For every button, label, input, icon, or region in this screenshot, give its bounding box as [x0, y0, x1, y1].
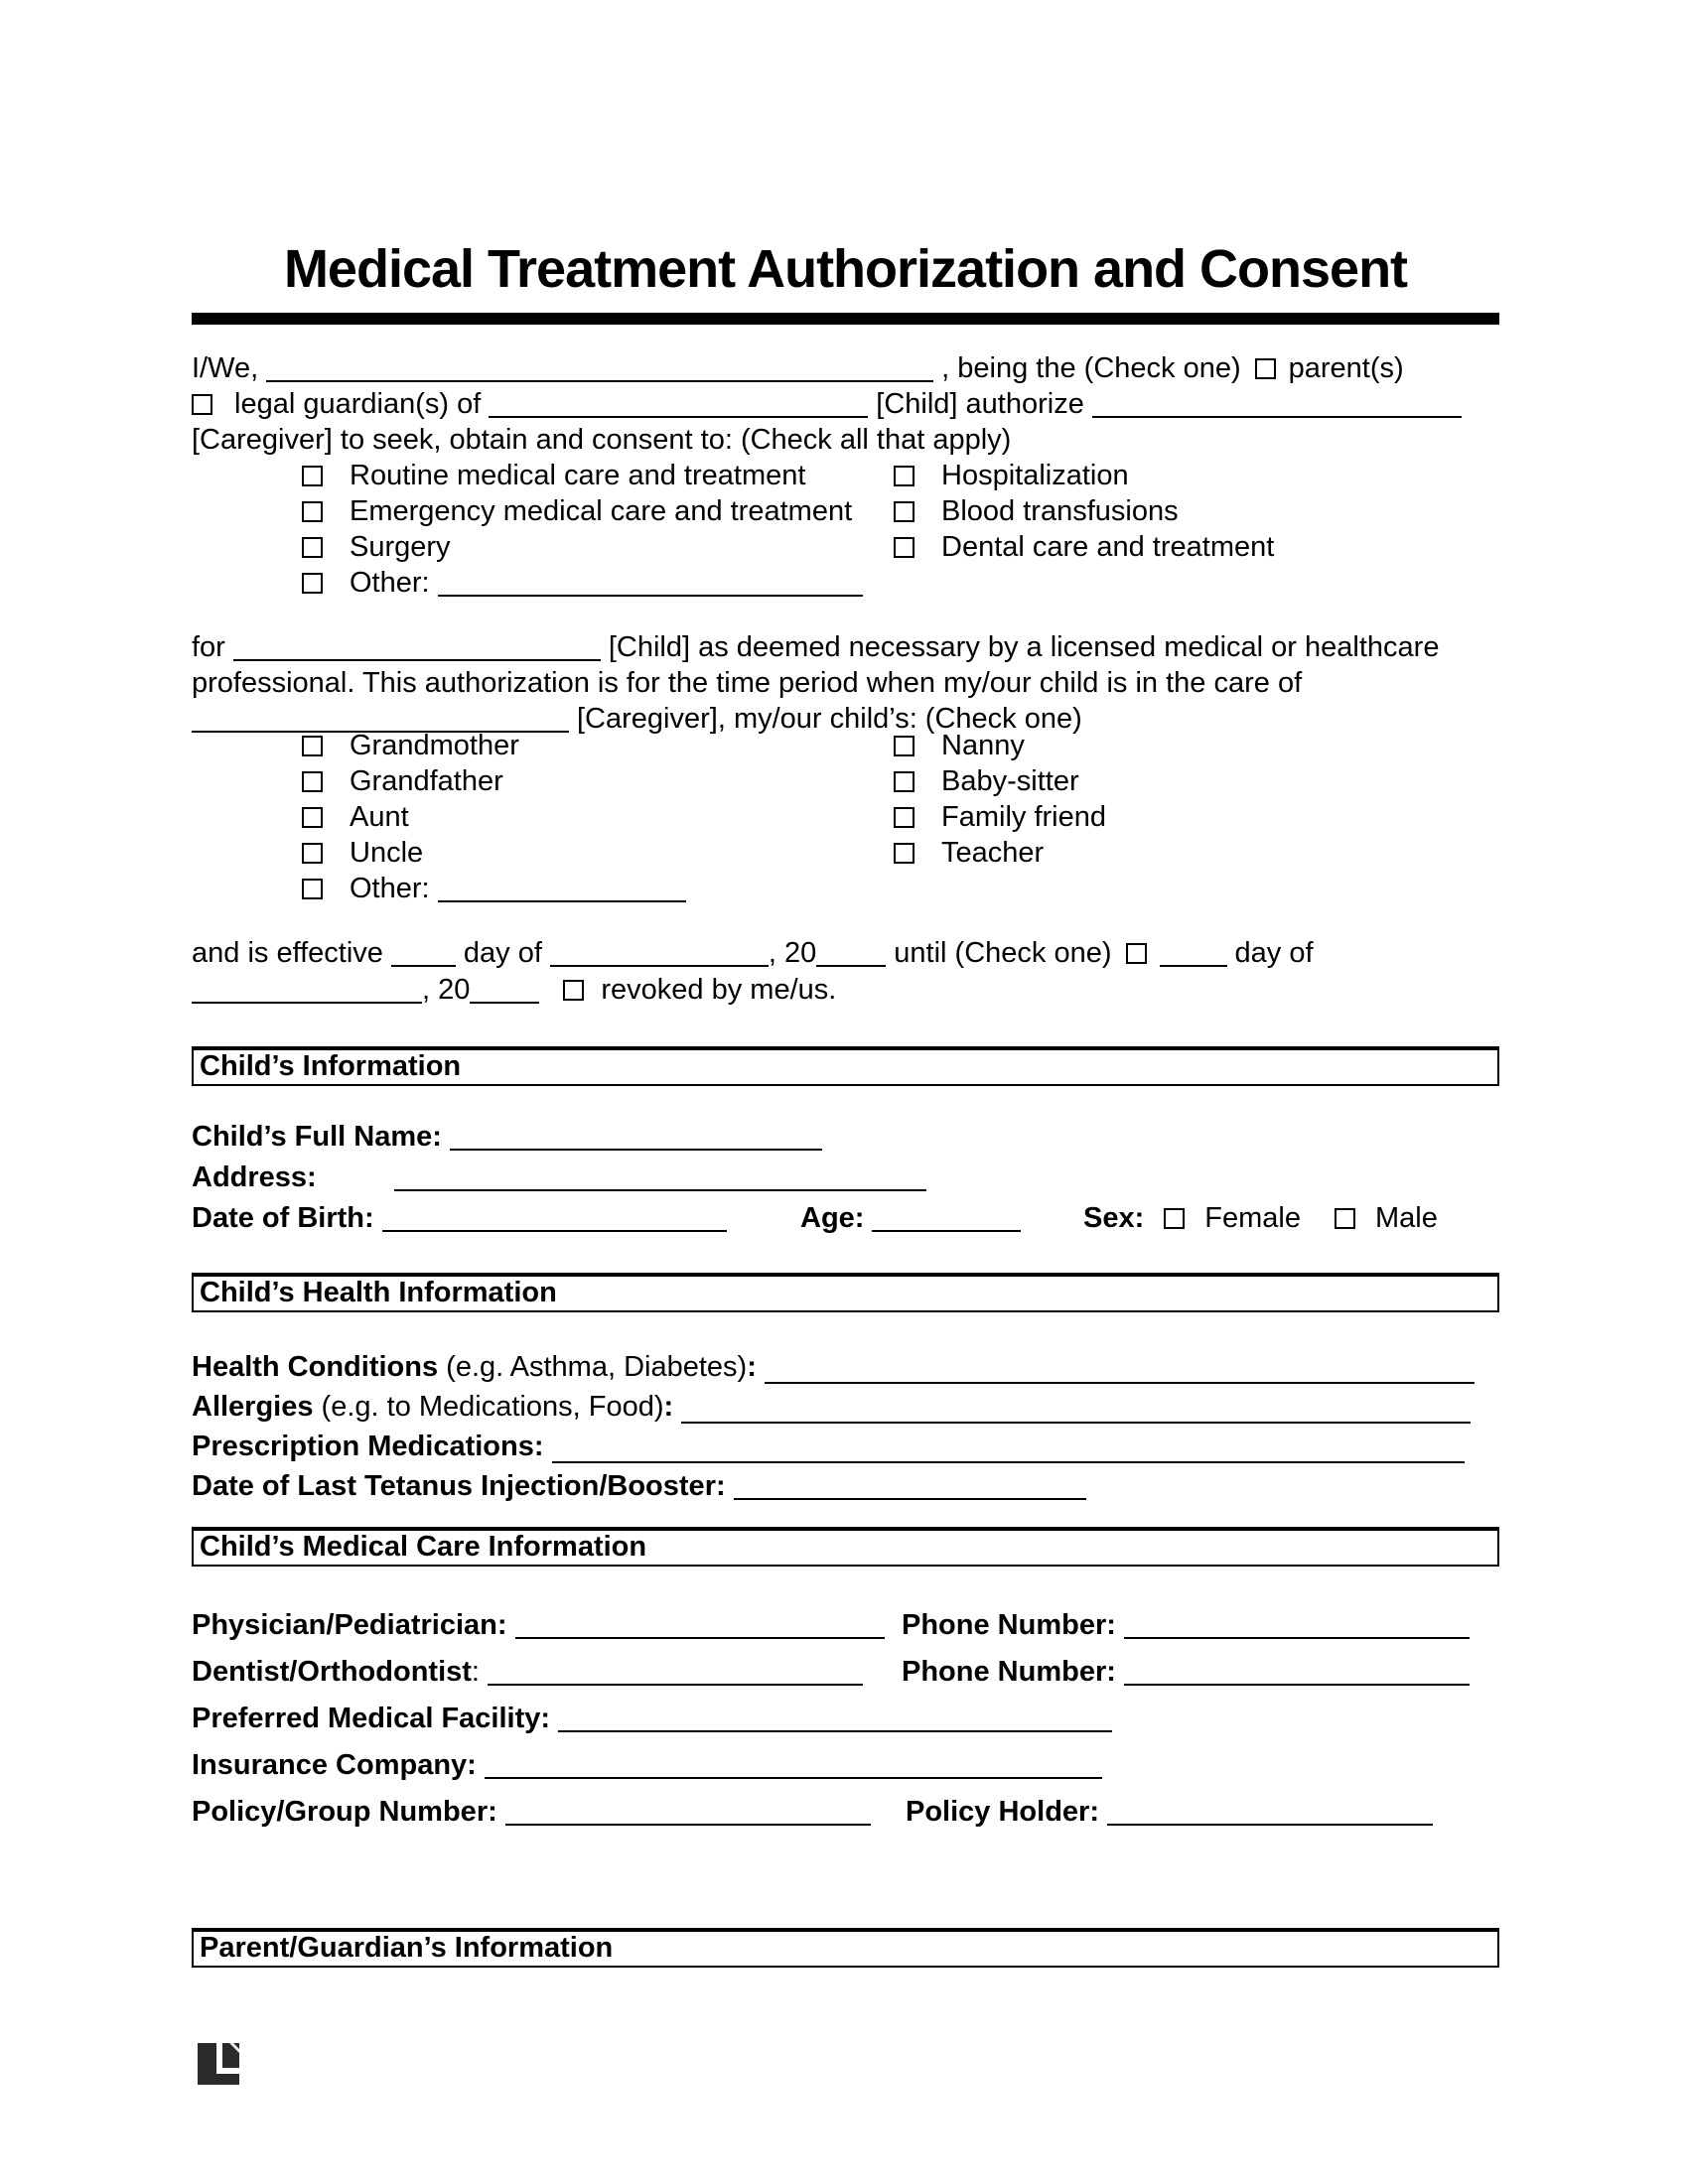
child-dob-label: Date of Birth:: [192, 1202, 374, 1234]
child-authorize-label: [Child] authorize: [876, 388, 1084, 420]
child-address-label: Address:: [192, 1161, 317, 1193]
section-title: Child’s Health Information: [200, 1277, 557, 1308]
grandfather-checkbox[interactable]: [302, 771, 323, 792]
phone-number-label: Phone Number:: [902, 1609, 1116, 1641]
policy-holder-blank[interactable]: [1107, 1795, 1433, 1826]
title-underline: [192, 313, 1499, 325]
policy-group-number-label: Policy/Group Number:: [192, 1796, 497, 1828]
sex-male-label: Male: [1374, 1202, 1438, 1234]
colon: :: [663, 1391, 674, 1423]
allergies-blank[interactable]: [681, 1422, 1471, 1424]
relation-option-label: Uncle: [350, 837, 424, 869]
relation-option-label: Aunt: [350, 801, 409, 833]
legal-guardian-checkbox[interactable]: [192, 394, 212, 415]
parent-names-blank[interactable]: [266, 351, 933, 382]
consent-option-label: Hospitalization: [941, 460, 1129, 491]
for-child-paragraph: [192, 629, 1499, 737]
allergies-label: Allergies: [192, 1391, 314, 1423]
dental-care-checkbox[interactable]: [894, 537, 914, 558]
list-item: [192, 458, 1499, 493]
child-info-section-header: [192, 1046, 1499, 1086]
revoked-label: revoked by me/us.: [601, 974, 837, 1006]
child-info-fields: [192, 1117, 1499, 1239]
care-info-section-header: [192, 1527, 1499, 1567]
list-item: [192, 529, 1499, 565]
health-conditions-blank[interactable]: [765, 1382, 1475, 1384]
babysitter-checkbox[interactable]: [894, 771, 914, 792]
relation-other-label: Other:: [350, 873, 430, 904]
consent-other-label: Other:: [350, 567, 430, 599]
care-info-fields: [192, 1602, 1499, 1836]
parents-checkbox[interactable]: [1255, 358, 1276, 379]
relation-option-label: Grandmother: [350, 730, 519, 761]
routine-care-checkbox[interactable]: [302, 466, 323, 486]
until-year-blank[interactable]: [470, 973, 539, 1004]
intro-iwe-label: I/We,: [192, 352, 259, 384]
colon: :: [747, 1351, 757, 1383]
intro-being-label: , being the (Check one): [941, 352, 1241, 384]
section-title: Parent/Guardian’s Information: [200, 1932, 614, 1964]
relationship-checklist: [192, 728, 1499, 906]
physician-blank[interactable]: [515, 1608, 885, 1639]
until-day-blank[interactable]: [1160, 936, 1227, 967]
consent-option-label: Blood transfusions: [941, 495, 1179, 527]
child-name-blank-2[interactable]: [233, 630, 601, 661]
prescription-medications-label: Prescription Medications:: [192, 1431, 544, 1462]
list-item: [192, 728, 1499, 763]
uncle-checkbox[interactable]: [302, 843, 323, 864]
dentist-label: Dentist/Orthodontist: [192, 1656, 472, 1688]
health-info-fields: [192, 1347, 1499, 1506]
physician-label: Physician/Pediatrician:: [192, 1609, 507, 1641]
legal-templates-logo-icon: [198, 2043, 239, 2085]
comma-20-label-1: , 20: [768, 937, 817, 969]
deemed-necessary-label: [Child] as deemed necessary by a licensed medical or healthcare: [608, 631, 1440, 663]
relation-other-blank[interactable]: [438, 872, 686, 902]
consent-option-label: Dental care and treatment: [941, 531, 1275, 563]
effective-label: and is effective: [192, 937, 383, 969]
family-friend-checkbox[interactable]: [894, 807, 914, 828]
relation-option-label: Baby-sitter: [941, 765, 1079, 797]
health-conditions-label: Health Conditions: [192, 1351, 439, 1383]
relation-option-label: Nanny: [941, 730, 1025, 761]
phone-number-label: Phone Number:: [902, 1656, 1116, 1688]
caregiver-seek-label: [Caregiver] to seek, obtain and consent to: (Check all that apply): [192, 424, 1012, 456]
dentist-phone-blank[interactable]: [1124, 1655, 1470, 1686]
child-age-blank[interactable]: [872, 1201, 1021, 1232]
authorization-period-label: professional. This authorization is for the time period when my/our child is in the care of: [192, 667, 1303, 699]
child-name-blank-1[interactable]: [489, 387, 868, 418]
intro-paragraph: [192, 350, 1499, 458]
child-age-label: Age:: [800, 1202, 865, 1234]
day-of-label-2: day of: [1234, 937, 1314, 969]
sex-male-checkbox[interactable]: [1335, 1208, 1355, 1229]
health-conditions-note: (e.g. Asthma, Diabetes): [438, 1351, 748, 1383]
effective-day-blank[interactable]: [391, 936, 456, 967]
policy-holder-label: Policy Holder:: [906, 1796, 1099, 1828]
physician-phone-blank[interactable]: [1124, 1608, 1470, 1639]
hospitalization-checkbox[interactable]: [894, 466, 914, 486]
dentist-colon: :: [471, 1656, 480, 1688]
insurance-company-blank[interactable]: [485, 1748, 1102, 1779]
consent-checklist: [192, 458, 1499, 601]
relation-option-label: Grandfather: [350, 765, 503, 797]
child-full-name-blank[interactable]: [450, 1120, 822, 1151]
section-title: Child’s Information: [200, 1050, 462, 1082]
list-item: [192, 871, 1499, 906]
list-item: [192, 763, 1499, 799]
parent-info-section-header: [192, 1928, 1499, 1968]
consent-option-label: Surgery: [350, 531, 451, 563]
parents-option-label: parent(s): [1288, 352, 1404, 384]
consent-other-checkbox[interactable]: [302, 573, 323, 594]
caregiver-name-blank-1[interactable]: [1092, 387, 1462, 418]
policy-group-number-blank[interactable]: [505, 1795, 871, 1826]
grandmother-checkbox[interactable]: [302, 736, 323, 756]
caregiver-check-one-label: [Caregiver], my/our child’s: (Check one): [577, 703, 1082, 735]
consent-option-label: Routine medical care and treatment: [350, 460, 806, 491]
teacher-checkbox[interactable]: [894, 843, 914, 864]
list-item: [192, 493, 1499, 529]
nanny-checkbox[interactable]: [894, 736, 914, 756]
sex-female-checkbox[interactable]: [1164, 1208, 1185, 1229]
comma-20-label-2: , 20: [422, 974, 471, 1006]
child-sex-label: Sex:: [1083, 1202, 1145, 1234]
page-title: Medical Treatment Authorization and Consent: [283, 239, 1408, 299]
for-label: for: [192, 631, 225, 663]
insurance-company-label: Insurance Company:: [192, 1749, 477, 1781]
relation-other-checkbox[interactable]: [302, 879, 323, 899]
consent-other-blank[interactable]: [438, 566, 863, 597]
list-item: [192, 565, 1499, 601]
until-date-checkbox[interactable]: [1126, 943, 1147, 964]
tetanus-date-blank[interactable]: [734, 1469, 1086, 1500]
list-item: [192, 835, 1499, 871]
relation-option-label: Teacher: [941, 837, 1045, 869]
dentist-blank[interactable]: [488, 1655, 863, 1686]
effective-year-blank[interactable]: [816, 936, 886, 967]
medical-facility-label: Preferred Medical Facility:: [192, 1703, 551, 1734]
prescription-medications-blank[interactable]: [552, 1461, 1465, 1463]
day-of-label-1: day of: [463, 937, 542, 969]
effective-paragraph: [192, 935, 1499, 1009]
medical-facility-blank[interactable]: [558, 1702, 1112, 1732]
tetanus-label: Date of Last Tetanus Injection/Booster:: [192, 1470, 726, 1502]
revoked-checkbox[interactable]: [563, 980, 584, 1001]
legal-guardian-option-label: legal guardian(s) of: [234, 388, 482, 420]
until-check-one-label: until (Check one): [894, 937, 1112, 969]
surgery-checkbox[interactable]: [302, 537, 323, 558]
effective-month-blank[interactable]: [550, 936, 769, 967]
child-dob-blank[interactable]: [382, 1201, 727, 1232]
sex-female-label: Female: [1204, 1202, 1301, 1234]
consent-option-label: Emergency medical care and treatment: [350, 495, 853, 527]
until-month-blank[interactable]: [192, 973, 422, 1004]
relation-option-label: Family friend: [941, 801, 1106, 833]
section-title: Child’s Medical Care Information: [200, 1531, 647, 1563]
list-item: [192, 799, 1499, 835]
emergency-care-checkbox[interactable]: [302, 501, 323, 522]
child-address-blank[interactable]: [394, 1160, 926, 1191]
blood-transfusions-checkbox[interactable]: [894, 501, 914, 522]
child-full-name-label: Child’s Full Name:: [192, 1121, 442, 1153]
aunt-checkbox[interactable]: [302, 807, 323, 828]
health-info-section-header: [192, 1273, 1499, 1312]
allergies-note: (e.g. to Medications, Food): [313, 1391, 664, 1423]
